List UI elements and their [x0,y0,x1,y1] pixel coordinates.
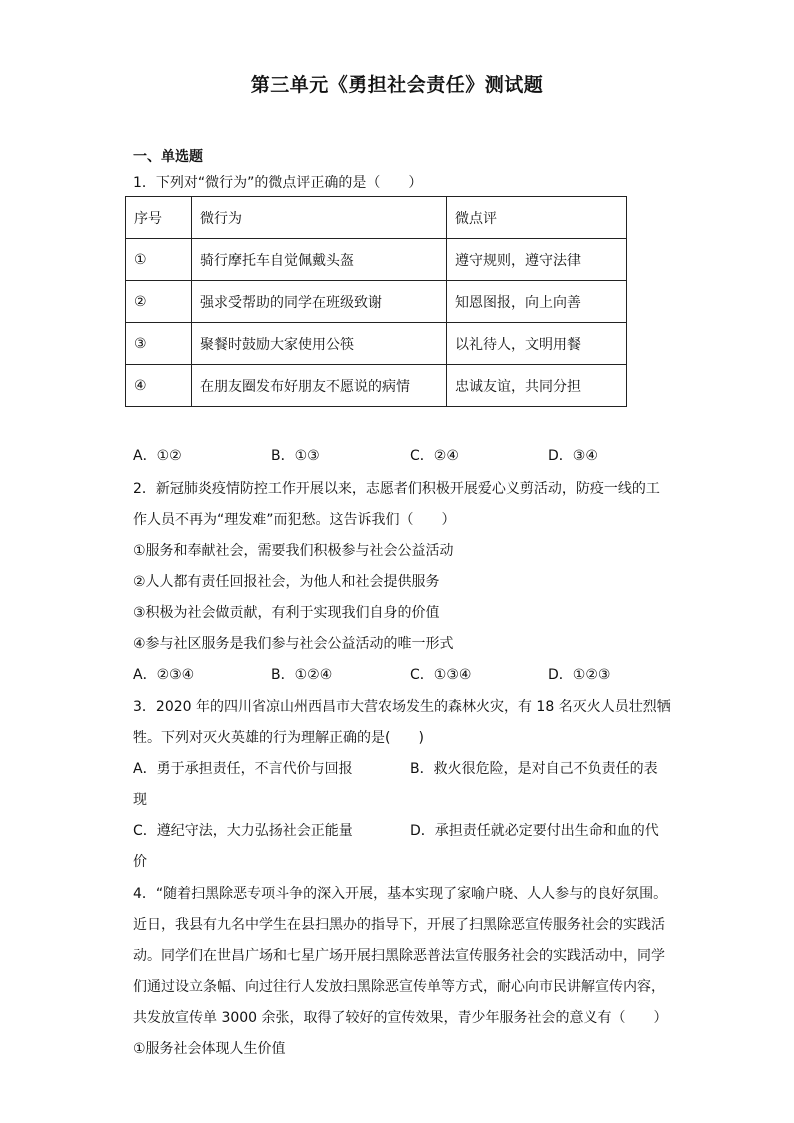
question-3-stem-line: 牲。下列对灭火英雄的行为理解正确的是( ) [133,730,424,746]
question-2-item: ③积极为社会做贡献，有利于实现我们自身的价值 [133,605,440,621]
question-3-option-a: A．勇于承担责任，不言代价与回报 [133,761,353,777]
question-4-stem-line: 动。同学们在世昌广场和七星广场开展扫黑除恶普法宣传服务社会的实践活动中，同学 [133,948,665,964]
question-1-option-a: A．①② [133,448,182,464]
table-header-row [126,197,627,239]
table-row [126,239,627,281]
question-3-stem-line: 3．2020 年的四川省凉山州西昌市大营农场发生的森林火灾，有 18 名灭火人员壮烈牺 [133,699,671,715]
question-4-stem-line: 近日，我县有九名中学生在县扫黑办的指导下，开展了扫黑除恶宣传服务社会的实践活 [133,917,665,933]
question-2-option-b: B．①②④ [271,667,333,683]
question-2-item: ④参与社区服务是我们参与社会公益活动的唯一形式 [133,636,454,652]
question-4-stem-line: 共发放宣传单 3000 余张，取得了较好的宣传效果，青少年服务社会的意义有（ ） [133,1010,668,1026]
question-3-option-d: D．承担责任就必定要付出生命和血的代 [410,823,659,839]
table-cell: ③ [126,323,192,365]
question-1-table [125,196,627,407]
question-3-option-b: B．救火很危险，是对自己不负责任的表 [410,761,658,777]
table-row [126,281,627,323]
table-cell: 强求受帮助的同学在班级致谢 [192,281,447,323]
section-heading: 一、单选题 [133,149,203,165]
question-4-stem-line: 4．“随着扫黑除恶专项斗争的深入开展，基本实现了家喻户晓、人人参与的良好氛围。 [133,886,668,902]
table-cell: ② [126,281,192,323]
question-1-option-b: B．①③ [271,448,320,464]
question-3-option-d-continued: 价 [133,854,147,870]
question-2-stem-line: 2．新冠肺炎疫情防控工作开展以来，志愿者们积极开展爱心义剪活动，防疫一线的工 [133,481,660,497]
question-1-option-d: D．③④ [548,448,598,464]
question-2-item: ②人人都有责任回报社会，为他人和社会提供服务 [133,574,440,590]
question-3-option-c: C．遵纪守法，大力弘扬社会正能量 [133,823,353,839]
table-cell: ① [126,239,192,281]
question-2-stem-line: 作人员不再为“理发难”而犯愁。这告诉我们（ ） [133,512,456,528]
question-2-item: ①服务和奉献社会，需要我们积极参与社会公益活动 [133,543,454,559]
question-2-option-a: A．②③④ [133,667,195,683]
table-header-cell: 微点评 [447,197,627,239]
question-4-item: ①服务社会体现人生价值 [133,1041,286,1057]
table-cell: 在朋友圈发布好朋友不愿说的病情 [192,365,447,407]
table-row [126,365,627,407]
question-1-option-c: C．②④ [410,448,459,464]
table-cell: 以礼待人，文明用餐 [447,323,627,365]
question-2-option-d: D．①②③ [548,667,611,683]
table-row [126,323,627,365]
table-cell: 知恩图报，向上向善 [447,281,627,323]
table-cell: 忠诚友谊，共同分担 [447,365,627,407]
page-title: 第三单元《勇担社会责任》测试题 [250,74,544,96]
question-2-option-c: C．①③④ [410,667,472,683]
question-1-stem: 1．下列对“微行为”的微点评正确的是（ ） [133,175,423,191]
table-header-cell: 序号 [126,197,192,239]
table-cell: ④ [126,365,192,407]
table-cell: 聚餐时鼓励大家使用公筷 [192,323,447,365]
table-header-cell: 微行为 [192,197,447,239]
table-cell: 骑行摩托车自觉佩戴头盔 [192,239,447,281]
question-3-option-b-continued: 现 [133,792,147,808]
table-cell: 遵守规则，遵守法律 [447,239,627,281]
question-4-stem-line: 们通过设立条幅、向过往行人发放扫黑除恶宣传单等方式，耐心向市民讲解宣传内容， [133,979,665,995]
